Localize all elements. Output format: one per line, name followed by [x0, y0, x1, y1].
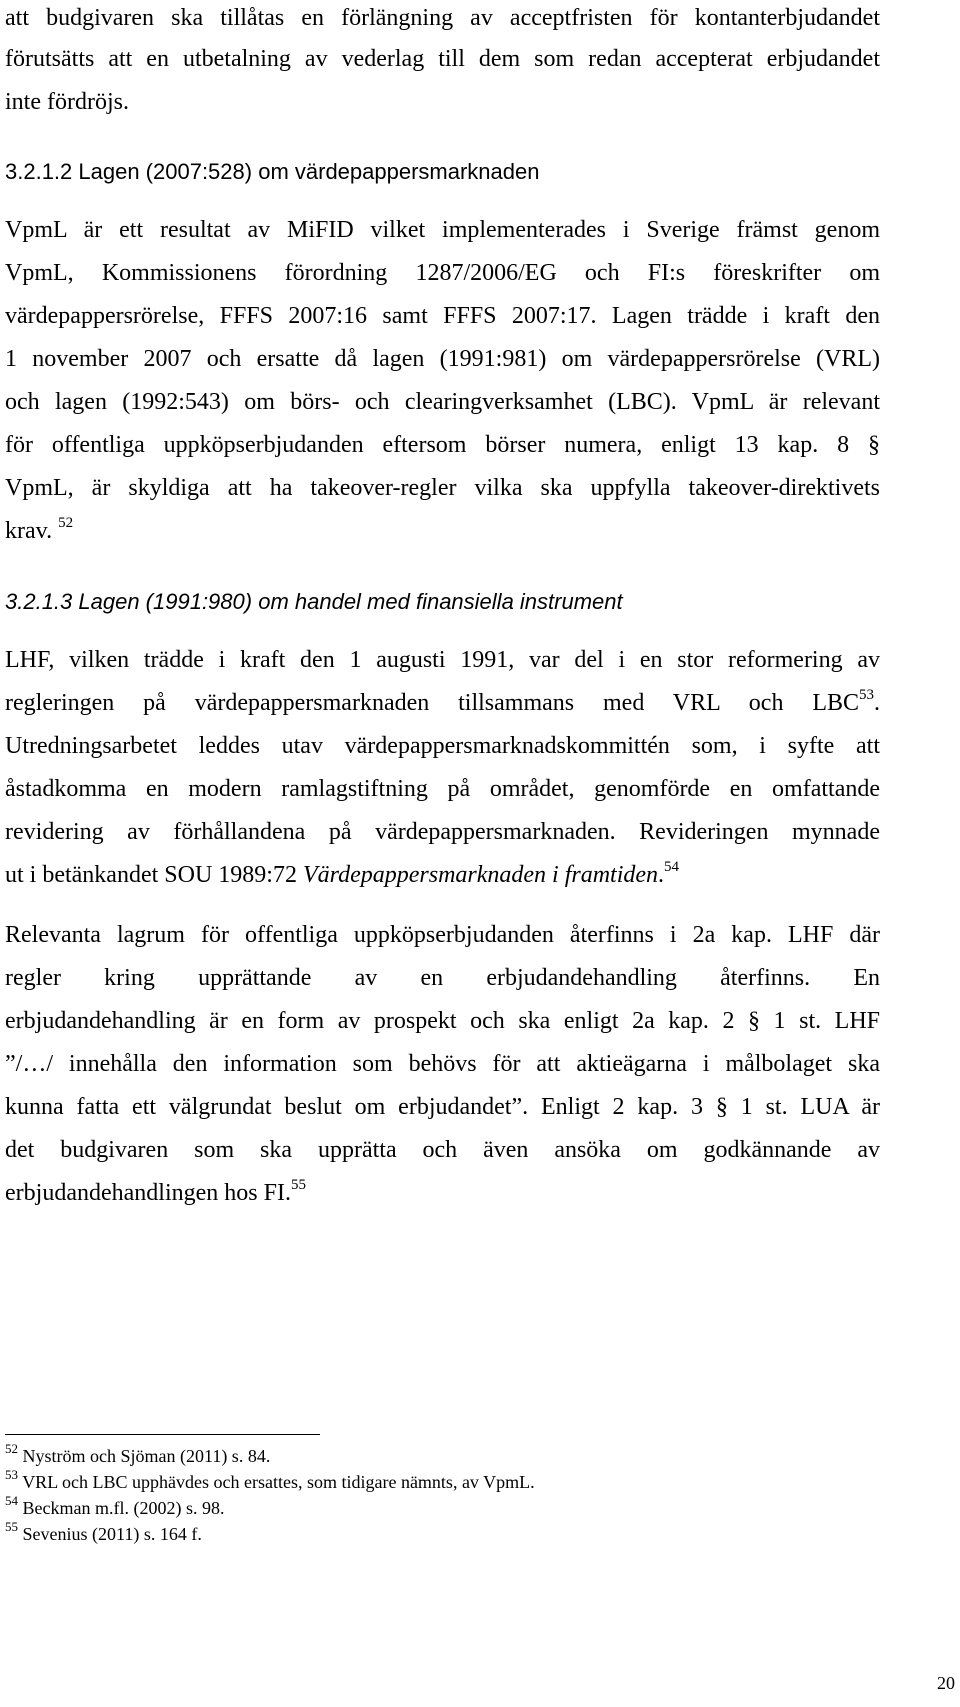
- footnote-ref: 53: [859, 687, 874, 703]
- page-number: 20: [937, 1673, 955, 1693]
- body-line: regler kring upprättande av en erbjudandehandling återfinns. En: [5, 965, 880, 991]
- footnote-text: Sevenius (2011) s. 164 f.: [22, 1524, 202, 1544]
- footnote: [5, 1441, 271, 1467]
- body-line: erbjudandehandling är en form av prospekt och ska enligt 2a kap. 2 § 1 st. LHF: [5, 1008, 880, 1034]
- body-line: värdepappersrörelse, FFFS 2007:16 samt FFFS 2007:17. Lagen trädde i kraft den: [5, 303, 880, 329]
- body-line: och lagen (1992:543) om börs- och clearingverksamhet (LBC). VpmL är relevant: [5, 389, 880, 415]
- body-line: VpmL är ett resultat av MiFID vilket implementerades i Sverige främst genom: [5, 217, 880, 243]
- italic-title: Värdepappersmarknaden i framtiden: [302, 862, 659, 888]
- body-line: kunna fatta ett välgrundat beslut om erbjudandet”. Enligt 2 kap. 3 § 1 st. LUA är: [5, 1094, 880, 1120]
- body-line: ”/…/ innehålla den information som behövs för att aktieägarna i målbolaget ska: [5, 1051, 880, 1077]
- body-line: 1 november 2007 och ersatte då lagen (1991:981) om värdepappersrörelse (VRL): [5, 346, 880, 372]
- footnote-text: VRL och LBC upphävdes och ersattes, som tidigare nämnts, av VpmL.: [22, 1472, 535, 1492]
- section-heading: 3.2.1.3 Lagen (1991:980) om handel med finansiella instrument: [5, 589, 623, 614]
- body-text: krav.: [5, 518, 53, 544]
- body-line: Utredningsarbetet leddes utav värdepappersmarknadskommittén som, i syfte att: [5, 733, 880, 759]
- footnote-text: Beckman m.fl. (2002) s. 98.: [22, 1498, 225, 1518]
- body-text: erbjudandehandlingen hos FI.: [5, 1180, 291, 1206]
- footnote: [5, 1467, 535, 1493]
- body-line: VpmL, Kommissionens förordning 1287/2006/EG och FI:s föreskrifter om: [5, 260, 880, 286]
- body-line: åstadkomma en modern ramlagstiftning på området, genomförde en omfattande: [5, 776, 880, 802]
- body-line: inte fördröjs.: [5, 89, 129, 115]
- footnote-ref: 52: [58, 515, 74, 531]
- body-line: för offentliga uppköpserbjudanden eftersom börser numera, enligt 13 kap. 8 §: [5, 432, 880, 458]
- footnote: [5, 1493, 225, 1519]
- body-line: det budgivaren som ska upprätta och även ansöka om godkännande av: [5, 1137, 880, 1163]
- body-line: LHF, vilken trädde i kraft den 1 augusti 1991, var del i en stor reformering av: [5, 647, 880, 673]
- body-text: ut i betänkandet SOU 1989:72: [5, 862, 303, 888]
- body-line: revidering av förhållandena på värdepappersmarknaden. Revideringen mynnade: [5, 819, 880, 845]
- footnote: [5, 1519, 202, 1545]
- section-heading: 3.2.1.2 Lagen (2007:528) om värdepappersmarknaden: [5, 159, 540, 184]
- body-line: [5, 861, 880, 889]
- body-line: förutsätts att en utbetalning av vederlag till dem som redan accepterat erbjudandet: [5, 46, 880, 72]
- footnote-number: 53: [5, 1467, 18, 1482]
- footnote-number: 54: [5, 1493, 18, 1508]
- footnote-number: 55: [5, 1519, 18, 1534]
- body-line: Relevanta lagrum för offentliga uppköpserbjudanden återfinns i 2a kap. LHF där: [5, 922, 880, 948]
- body-line: att budgivaren ska tillåtas en förlängning av acceptfristen för kontanterbjudandet: [5, 5, 880, 31]
- body-line: [5, 517, 880, 545]
- body-text: .: [658, 862, 665, 888]
- footnote-ref: 55: [290, 1177, 306, 1193]
- body-text: .: [874, 690, 880, 716]
- body-text: regleringen på värdepappersmarknaden tillsammans med VRL och LBC: [5, 690, 859, 716]
- footnote-number: 52: [5, 1441, 18, 1456]
- body-line: [5, 1179, 880, 1207]
- body-line: [5, 689, 880, 717]
- footnote-text: Nyström och Sjöman (2011) s. 84.: [22, 1446, 271, 1466]
- footnote-separator: [5, 1434, 320, 1435]
- body-line: VpmL, är skyldiga att ha takeover-regler vilka ska uppfylla takeover-direktivets: [5, 475, 880, 501]
- footnote-ref: 54: [664, 859, 680, 875]
